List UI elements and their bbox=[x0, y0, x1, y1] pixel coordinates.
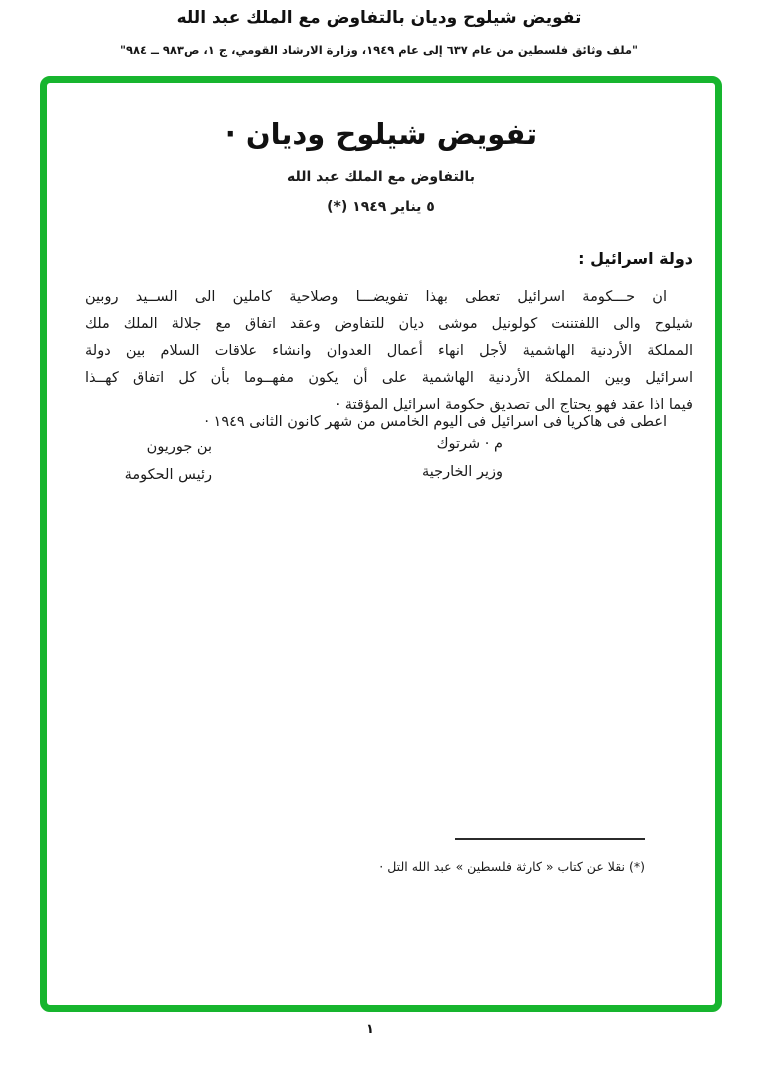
signature-foreign-minister bbox=[393, 436, 503, 480]
signature-prime-minister bbox=[107, 439, 212, 483]
page-number: ١ bbox=[366, 1022, 374, 1037]
issuance-line: اعطى فى هاكريا فى اسرائيل فى اليوم الخامس من شهر كانون الثانى ١٩٤٩ · bbox=[204, 414, 667, 430]
document-subtitle: بالتفاوض مع الملك عبد الله bbox=[287, 169, 475, 185]
document-title: تفويض شيلوح وديان · bbox=[224, 117, 538, 151]
body-line: ان حـــكومة اسرائيل تعطى بهذا تفويضـــا وصلاحية كاملين الى الســيد روبين bbox=[85, 289, 667, 305]
page-header-citation: "ملف وثائق فلسطين من عام ٦٣٧ إلى عام ١٩٤٩، وزارة الارشاد القومي، ج ١، ص٩٨٣ ــ ٩٨٤" bbox=[119, 43, 639, 57]
body-line: شيلوح والى اللفتننت كولونيل موشى ديان للتفاوض وعقد اتفاق مع جلالة الملك ملك bbox=[85, 316, 693, 332]
signature-title: وزير الخارجية bbox=[422, 464, 503, 480]
addressee-heading: دولة اسرائيل : bbox=[578, 249, 693, 268]
document-date: ٥ يناير ١٩٤٩ (*) bbox=[327, 199, 435, 215]
body-line: المملكة الأردنية الهاشمية لأجل انهاء أعمال العدوان وانشاء علاقات السلام بين دولة bbox=[85, 343, 693, 359]
footnote: (*) نقلا عن كتاب « كارثة فلسطين » عبد الله التل · bbox=[379, 859, 645, 874]
signature-name: بن جوريون bbox=[146, 439, 212, 455]
footnote-divider bbox=[455, 838, 645, 840]
signature-name: م · شرتوك bbox=[436, 436, 503, 452]
body-line: اسرائيل وبين المملكة الأردنية الهاشمية على أن يكون مفهــوما بأن كل اتفاق كهــذا bbox=[85, 370, 693, 386]
body-paragraph bbox=[85, 284, 693, 419]
body-line: فيما اذا عقد فهو يحتاج الى تصديق حكومة اسرائيل المؤقتة · bbox=[335, 397, 693, 413]
page-header-title: تفويض شيلوح وديان بالتفاوض مع الملك عبد الله bbox=[176, 8, 582, 28]
signature-title: رئيس الحكومة bbox=[124, 467, 212, 483]
document-frame bbox=[40, 76, 722, 1012]
